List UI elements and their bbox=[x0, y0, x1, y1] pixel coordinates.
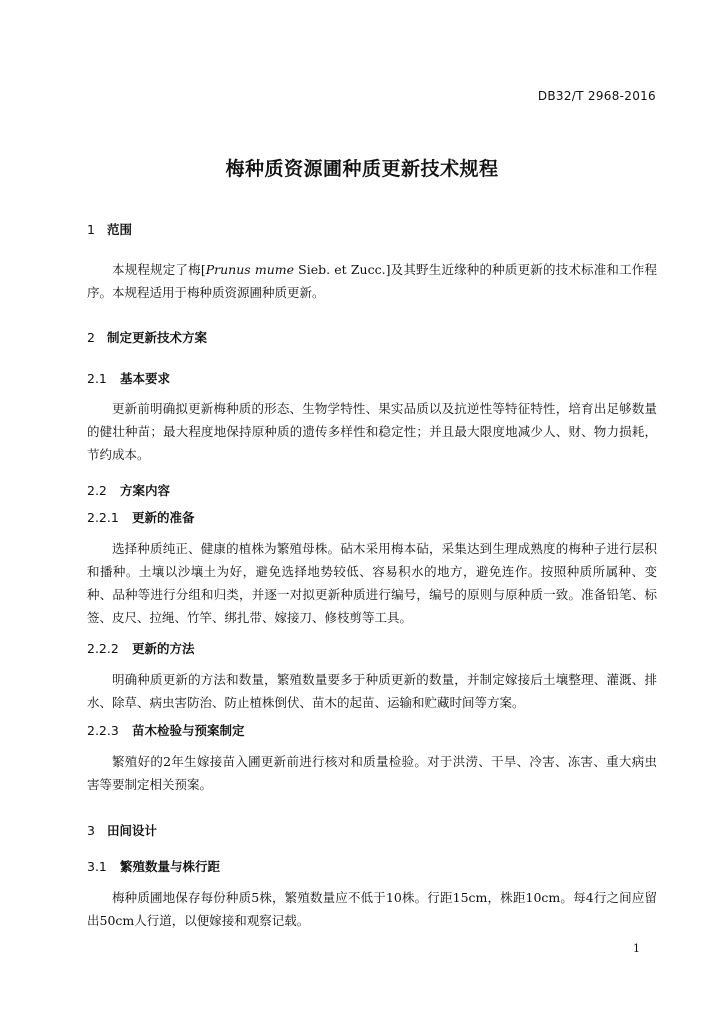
section-title: 范围 bbox=[107, 222, 133, 237]
section-number: 2 bbox=[87, 330, 95, 345]
page-number: 1 bbox=[633, 942, 640, 955]
section-2-2-1-heading bbox=[87, 508, 195, 526]
paragraph-basic-requirements: 更新前明确拟更新梅种质的形态、生物学特性、果实品质以及抗逆性等特征特性，培育出足够数量的健壮种苗；最大程度地保持原种质的遗传多样性和稳定性；并且最大限度地减少人、财、物力损耗，节约成本。 bbox=[87, 401, 657, 462]
section-number: 3 bbox=[87, 823, 95, 838]
section-2-2-heading bbox=[87, 481, 170, 499]
section-number: 3.1 bbox=[87, 859, 107, 874]
section-2-2-3-heading bbox=[87, 721, 245, 739]
section-title: 更新的准备 bbox=[132, 510, 195, 525]
paragraph-spacing: 梅种质圃地保存每份种质5株，繁殖数量应不低于10株。行距15cm，株距10cm。每4行之间应留出50cm人行道，以便嫁接和观察记载。 bbox=[87, 890, 657, 928]
section-title: 繁殖数量与株行距 bbox=[120, 859, 221, 874]
section-number: 2.2.2 bbox=[87, 641, 119, 656]
section-number: 1 bbox=[87, 222, 95, 237]
text-run: 本规程规定了梅[ bbox=[112, 262, 206, 277]
section-number: 2.1 bbox=[87, 371, 107, 386]
section-3-1-heading bbox=[87, 857, 220, 875]
section-3-heading bbox=[87, 821, 157, 839]
section-number: 2.2.3 bbox=[87, 723, 119, 738]
section-2-1-heading bbox=[87, 369, 170, 387]
section-title: 苗木检验与预案制定 bbox=[132, 723, 245, 738]
document-title: 梅种质资源圃种质更新技术规程 bbox=[225, 158, 499, 180]
paragraph-method: 明确种质更新的方法和数量，繁殖数量要多于种质更新的数量，并制定嫁接后土壤整理、灌溉、排水、除草、病虫害防治、防止植株倒伏、苗木的起苗、运输和贮藏时间等方案。 bbox=[87, 672, 657, 710]
section-number: 2.2 bbox=[87, 483, 107, 498]
paragraph-inspection: 繁殖好的2年生嫁接苗入圃更新前进行核对和质量检验。对于洪涝、干旱、冷害、冻害、重大病虫害等要制定相关预案。 bbox=[87, 754, 657, 792]
section-number: 2.2.1 bbox=[87, 510, 119, 525]
standard-number: DB32/T 2968-2016 bbox=[537, 89, 656, 103]
section-title: 基本要求 bbox=[120, 371, 171, 386]
section-title: 田间设计 bbox=[107, 823, 158, 838]
latin-name: Prunus mume bbox=[205, 262, 295, 277]
section-2-2-2-heading bbox=[87, 639, 195, 657]
section-title: 更新的方法 bbox=[132, 641, 195, 656]
section-title: 方案内容 bbox=[120, 483, 171, 498]
section-1-heading bbox=[87, 220, 132, 238]
paragraph-preparation: 选择种质纯正、健康的植株为繁殖母株。砧木采用梅本砧，采集达到生理成熟度的梅种子进行层积和播种。土壤以沙壤土为好，避免选择地势较低、容易积水的地方，避免连作。按照种质所属种、变种、品种等进行分组和归类，并逐一对拟更新种质进行编号，编号的原则与原种质一致。准备铅笔、标签、皮尺、拉绳、竹竿、绑扎带、嫁接刀、修枝剪等工具。 bbox=[87, 541, 657, 625]
section-2-heading bbox=[87, 328, 207, 346]
text-run: Sieb. et Zucc.]及其野生近缘种的种质更新的技术标准和工作程序。 bbox=[87, 262, 657, 300]
paragraph-scope-2: 本规程适用于梅种质资源圃种质更新。 bbox=[112, 285, 325, 300]
section-title: 制定更新技术方案 bbox=[107, 330, 208, 345]
